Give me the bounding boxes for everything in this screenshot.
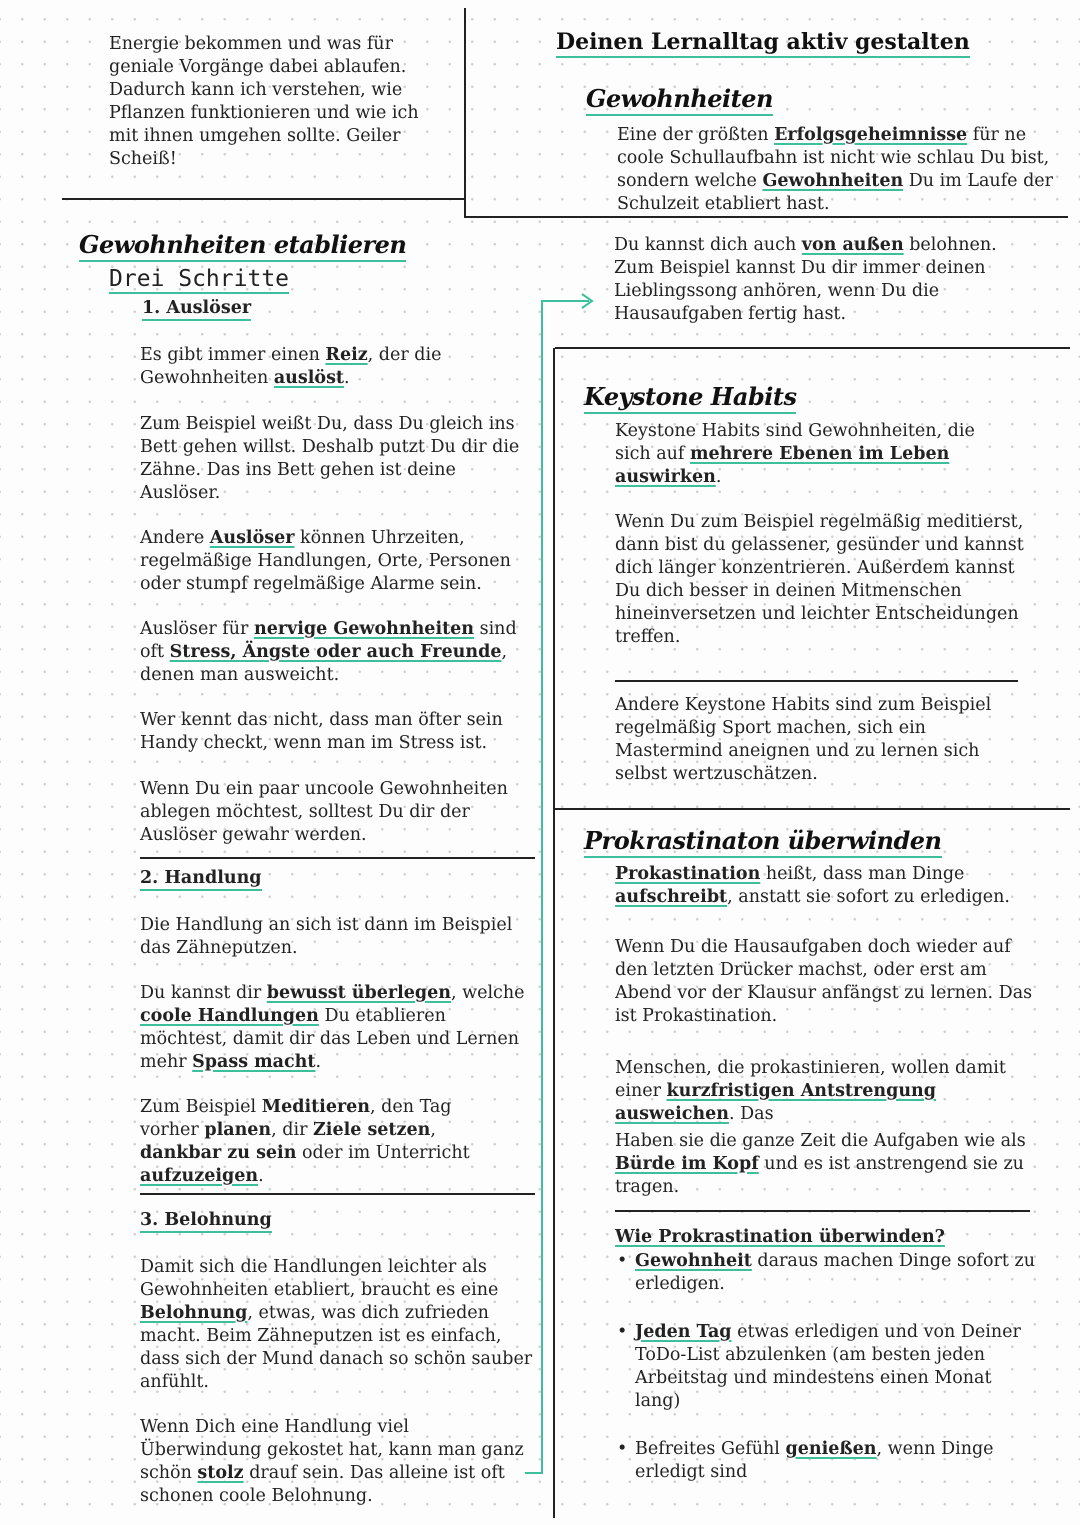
procrastination-p2: Wenn Du die Hausaufgaben doch wieder auf den letzten Drücker machst, oder erst am Abend vor der Klausur anfängst zu lernen. Das ist Prokastination. (615, 937, 1033, 1026)
intro-text: Energie bekommen und was für geniale Vorgänge dabei ablaufen. Dadurch kann ich verstehen, wie Pflanzen funktionieren und wie ich mit ihnen umgehen sollte. Geiler Scheiß! (109, 34, 419, 169)
divider-right-keystone-top (555, 347, 1070, 349)
step3-p2: Wenn Dich eine Handlung viel Überwindung gekostet hat, kann man ganz schön stolz drauf sein. Das alleine ist oft schonen coole Belohnung. (140, 1417, 524, 1506)
arrow-right-icon (580, 293, 594, 309)
procrastination-title: Prokrastinaton überwinden (584, 826, 942, 858)
step2-p1: Die Handlung an sich ist dann im Beispiel das Zähneputzen. (140, 915, 513, 958)
step3-p1: Damit sich die Handlungen leichter als Gewohnheiten etabliert, braucht es eine Belohnung, etwas, was dich zufrieden macht. Beim Zähneputzen ist es einfach, dass sich der Mund danach so schön sauber anfühlt. (140, 1257, 533, 1392)
step1-p3: Andere Auslöser können Uhrzeiten, regelmäßige Handlungen, Orte, Personen oder stumpf regelmäßige Alarme sein. (140, 528, 511, 594)
divider-right-procrast-top (555, 808, 1070, 810)
procrastination-p1: Prokastination heißt, dass man Dinge aufschreibt, anstatt sie sofort zu erledigen. (615, 864, 1010, 907)
divider-procrast-inner (615, 1210, 1030, 1212)
keystone-p1: Keystone Habits sind Gewohnheiten, die sich auf mehrere Ebenen im Leben auswirken. (615, 421, 975, 487)
reward-outside-text: Du kannst dich auch von außen belohnen. Zum Beispiel kannst Du dir immer deinen Lieblingssong anhören, wenn Du die Hausaufgaben fertig hast. (614, 235, 997, 324)
step2-p3: Zum Beispiel Meditieren, den Tag vorher planen, dir Ziele setzen, dankbar zu sein oder im Unterricht aufzuzeigen. (140, 1097, 470, 1186)
procrastination-p3: Menschen, die prokastinieren, wollen damit einer kurzfristigen Antstrengung ausweichen. Das (615, 1058, 1006, 1124)
step2-heading: 2. Handlung (140, 868, 262, 891)
divider-vertical-right (553, 348, 555, 1518)
step1-p1: Es gibt immer einen Reiz, der die Gewohnheiten auslöst. (140, 345, 442, 388)
how-overcome-list (617, 1250, 1037, 1484)
step3-heading: 3. Belohnung (140, 1210, 272, 1233)
habits-p1: Eine der größten Erfolgsgeheimnisse für ne coole Schullaufbahn ist nicht wie schlau Du bist, sondern welche Gewohnheiten Du im Laufe der Schulzeit etabliert hast. (617, 125, 1054, 214)
step2-p2: Du kannst dir bewusst überlegen, welche coole Handlungen Du etablieren möchtest, damit dir das Leben und Lernen mehr Spass macht. (140, 983, 525, 1072)
keystone-title: Keystone Habits (584, 382, 796, 414)
step1-p6: Wenn Du ein paar uncoole Gewohnheiten ablegen möchtest, solltest Du dir der Auslöser gewahr werden. (140, 779, 508, 845)
keystone-p3: Andere Keystone Habits sind zum Beispiel regelmäßig Sport machen, sich ein Mastermind aneignen und zu lernen sich selbst wertzuschätzen. (615, 695, 992, 784)
list-item: • Befreites Gefühl genießen, wenn Dinge erledigt sind (617, 1438, 1037, 1484)
step1-p5: Wer kennt das nicht, dass man öfter sein Handy checkt, wenn man im Stress ist. (140, 710, 503, 753)
divider-step2 (140, 857, 535, 859)
step1-p4: Auslöser für nervige Gewohnheiten sind oft Stress, Ängste oder auch Freunde, denen man ausweicht. (140, 619, 517, 685)
section-title-gewohnheiten-etablieren: Gewohnheiten etablieren (79, 230, 406, 262)
divider-left-intro (62, 198, 466, 200)
divider-keystone-inner (615, 680, 1018, 682)
how-overcome-title: Wie Prokrastination überwinden? (615, 1227, 945, 1247)
list-item: • Gewohnheit daraus machen Dinge sofort zu erledigen. (617, 1250, 1037, 1296)
divider-vertical-top (464, 8, 466, 218)
divider-step3 (140, 1193, 535, 1195)
subtitle-drei-schritte: Drei Schritte (109, 266, 290, 292)
list-item: • Jeden Tag etwas erledigen und von Deiner ToDo-List abzulenken (am besten jeden Arbeitstag und mindestens einen Monat lang) (617, 1321, 1037, 1413)
procrastination-p4: Haben sie die ganze Zeit die Aufgaben wie als Bürde im Kopf und es ist anstrengend sie zu tragen. (615, 1131, 1026, 1197)
divider-right-habits (466, 216, 1068, 218)
connector-bottom (525, 1472, 543, 1474)
main-title: Deinen Lernalltag aktiv gestalten (556, 29, 970, 58)
connector-vertical (541, 300, 543, 1474)
step1-heading: 1. Auslöser (142, 298, 251, 321)
step1-p2: Zum Beispiel weißt Du, dass Du gleich ins Bett gehen willst. Deshalb putzt Du dir die Zähne. Das ins Bett gehen ist deine Auslöser. (140, 414, 520, 503)
habits-title: Gewohnheiten (586, 84, 773, 116)
keystone-p2: Wenn Du zum Beispiel regelmäßig meditierst, dann bist du gelassener, gesünder und kannst dich länger konzentrieren. Außerdem kannst Du dich besser in deinen Mitmenschen hineinversetzen und leichter Entscheidungen treffen. (615, 512, 1024, 647)
